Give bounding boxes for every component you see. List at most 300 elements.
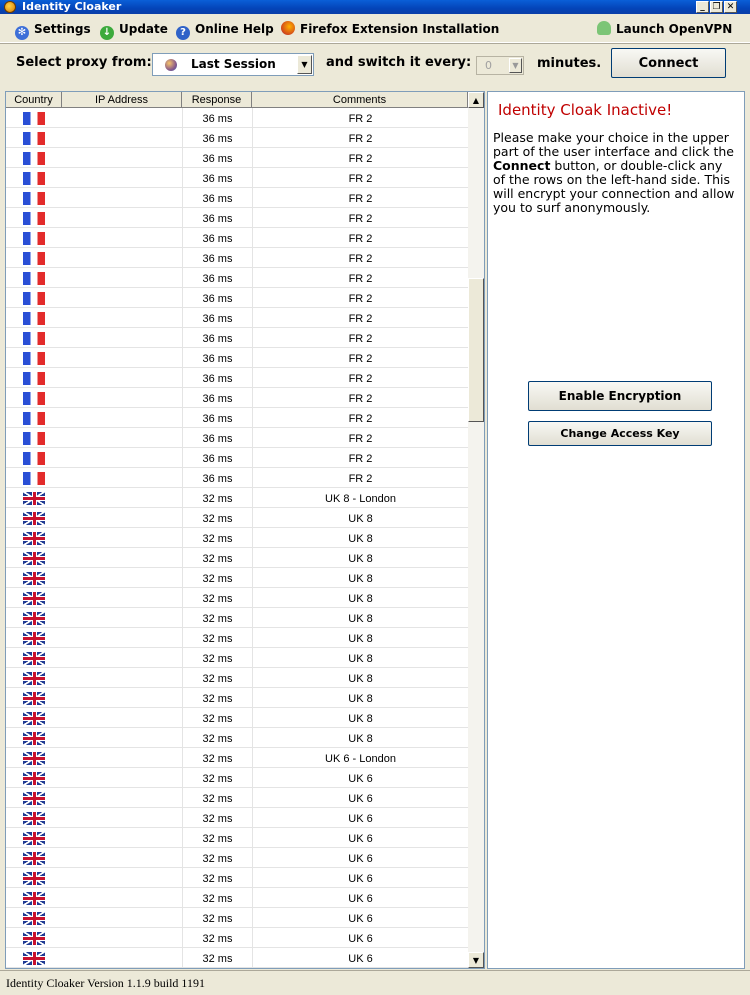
comment-cell: FR 2 <box>252 448 468 468</box>
comment-cell: UK 8 <box>252 568 468 588</box>
uk-flag-icon <box>23 872 45 885</box>
table-row[interactable] <box>6 588 468 608</box>
country-cell <box>6 948 62 968</box>
table-row[interactable] <box>6 128 468 148</box>
country-cell <box>6 588 62 608</box>
france-flag-icon <box>23 272 45 285</box>
france-flag-icon <box>23 232 45 245</box>
response-cell: 36 ms <box>182 168 252 188</box>
ip-cell <box>62 248 182 268</box>
country-cell <box>6 648 62 668</box>
table-row[interactable] <box>6 908 468 928</box>
table-row[interactable] <box>6 108 468 128</box>
table-row[interactable] <box>6 808 468 828</box>
response-cell: 32 ms <box>182 528 252 548</box>
table-row[interactable] <box>6 568 468 588</box>
response-cell: 36 ms <box>182 448 252 468</box>
country-cell <box>6 188 62 208</box>
country-cell <box>6 148 62 168</box>
table-row[interactable] <box>6 528 468 548</box>
toolbar <box>0 14 750 43</box>
country-cell <box>6 208 62 228</box>
country-cell <box>6 808 62 828</box>
country-cell <box>6 848 62 868</box>
table-row[interactable] <box>6 348 468 368</box>
uk-flag-icon <box>23 892 45 905</box>
response-cell: 32 ms <box>182 508 252 528</box>
ip-cell <box>62 748 182 768</box>
uk-flag-icon <box>23 812 45 825</box>
response-cell: 32 ms <box>182 728 252 748</box>
country-cell <box>6 368 62 388</box>
comment-cell: FR 2 <box>252 228 468 248</box>
comment-cell: UK 6 <box>252 928 468 948</box>
country-cell <box>6 488 62 508</box>
status-title: Identity Cloak Inactive! <box>498 101 673 119</box>
status-bar <box>0 970 750 995</box>
comment-cell: UK 6 - London <box>252 748 468 768</box>
globe-icon <box>165 59 177 71</box>
response-cell: 32 ms <box>182 888 252 908</box>
comment-cell: FR 2 <box>252 408 468 428</box>
table-row[interactable] <box>6 868 468 888</box>
response-cell: 36 ms <box>182 108 252 128</box>
response-cell: 36 ms <box>182 208 252 228</box>
response-cell: 32 ms <box>182 488 252 508</box>
response-cell: 32 ms <box>182 568 252 588</box>
response-cell: 32 ms <box>182 908 252 928</box>
table-row[interactable] <box>6 888 468 908</box>
table-row[interactable] <box>6 188 468 208</box>
ip-cell <box>62 548 182 568</box>
uk-flag-icon <box>23 852 45 865</box>
uk-flag-icon <box>23 912 45 925</box>
ip-cell <box>62 108 182 128</box>
country-cell <box>6 748 62 768</box>
window-title: Identity Cloaker <box>22 0 122 13</box>
column-header-country[interactable]: Country <box>6 92 62 108</box>
uk-flag-icon <box>23 712 45 725</box>
ip-cell <box>62 308 182 328</box>
country-cell <box>6 468 62 488</box>
comment-cell: FR 2 <box>252 148 468 168</box>
firefox-extension-label: Firefox Extension Installation <box>300 22 500 36</box>
table-row[interactable] <box>6 768 468 788</box>
table-row[interactable] <box>6 648 468 668</box>
table-row[interactable] <box>6 248 468 268</box>
ip-cell <box>62 408 182 428</box>
update-button[interactable] <box>100 20 168 38</box>
country-cell <box>6 428 62 448</box>
response-cell: 36 ms <box>182 128 252 148</box>
ip-cell <box>62 508 182 528</box>
response-cell: 32 ms <box>182 868 252 888</box>
ip-cell <box>62 568 182 588</box>
country-cell <box>6 548 62 568</box>
table-row[interactable] <box>6 288 468 308</box>
comment-cell: UK 8 <box>252 548 468 568</box>
table-row[interactable] <box>6 268 468 288</box>
comment-cell: FR 2 <box>252 208 468 228</box>
firefox-icon <box>281 21 295 35</box>
response-cell: 36 ms <box>182 348 252 368</box>
switch-minutes-value: 0 <box>485 59 492 72</box>
response-cell: 36 ms <box>182 188 252 208</box>
france-flag-icon <box>23 172 45 185</box>
switch-minutes-select[interactable] <box>476 56 524 75</box>
comment-cell: UK 8 <box>252 508 468 528</box>
version-text: Identity Cloaker Version 1.1.9 build 1191 <box>6 976 205 990</box>
country-cell <box>6 908 62 928</box>
uk-flag-icon <box>23 752 45 765</box>
comment-cell: FR 2 <box>252 128 468 148</box>
country-cell <box>6 168 62 188</box>
response-cell: 32 ms <box>182 848 252 868</box>
comment-cell: FR 2 <box>252 288 468 308</box>
response-cell: 32 ms <box>182 548 252 568</box>
change-access-key-button[interactable]: Change Access Key <box>528 421 712 446</box>
switch-label: and switch it every: <box>326 55 472 70</box>
country-cell <box>6 668 62 688</box>
ip-cell <box>62 768 182 788</box>
ip-cell <box>62 448 182 468</box>
uk-flag-icon <box>23 672 45 685</box>
response-cell: 32 ms <box>182 708 252 728</box>
country-cell <box>6 768 62 788</box>
country-cell <box>6 528 62 548</box>
update-label: Update <box>119 22 168 36</box>
response-cell: 32 ms <box>182 688 252 708</box>
launch-openvpn-button[interactable] <box>597 20 732 38</box>
table-row[interactable] <box>6 688 468 708</box>
france-flag-icon <box>23 352 45 365</box>
comment-cell: UK 6 <box>252 868 468 888</box>
minimize-icon[interactable]: _ <box>696 1 709 13</box>
country-cell <box>6 728 62 748</box>
ip-cell <box>62 168 182 188</box>
comment-cell: UK 8 <box>252 628 468 648</box>
response-cell: 32 ms <box>182 608 252 628</box>
ip-cell <box>62 848 182 868</box>
response-cell: 36 ms <box>182 368 252 388</box>
france-flag-icon <box>23 212 45 225</box>
ip-cell <box>62 228 182 248</box>
chevron-down-icon[interactable]: ▼ <box>297 55 312 74</box>
comment-cell: UK 8 <box>252 688 468 708</box>
uk-flag-icon <box>23 652 45 665</box>
country-cell <box>6 708 62 728</box>
uk-flag-icon <box>23 552 45 565</box>
comment-cell: UK 8 <box>252 648 468 668</box>
table-row[interactable] <box>6 788 468 808</box>
ip-cell <box>62 528 182 548</box>
enable-encryption-button[interactable]: Enable Encryption <box>528 381 712 411</box>
instructions-part2: button, or double-click any of the rows on the left-hand side. This will encrypt your connection and allow you to surf anonymously. <box>493 158 735 215</box>
table-row[interactable] <box>6 748 468 768</box>
response-cell: 32 ms <box>182 928 252 948</box>
comment-cell: UK 8 <box>252 608 468 628</box>
table-row[interactable] <box>6 548 468 568</box>
ip-cell <box>62 588 182 608</box>
settings-button[interactable] <box>15 20 91 38</box>
column-header-ip[interactable]: IP Address <box>62 92 182 108</box>
ip-cell <box>62 368 182 388</box>
table-row[interactable] <box>6 208 468 228</box>
table-row[interactable] <box>6 168 468 188</box>
response-cell: 32 ms <box>182 668 252 688</box>
country-cell <box>6 108 62 128</box>
ip-cell <box>62 208 182 228</box>
table-row[interactable] <box>6 488 468 508</box>
table-row[interactable] <box>6 848 468 868</box>
uk-flag-icon <box>23 572 45 585</box>
uk-flag-icon <box>23 592 45 605</box>
instructions-connect: Connect <box>493 158 551 173</box>
table-body <box>6 108 468 968</box>
vertical-scrollbar[interactable] <box>468 92 484 968</box>
country-cell <box>6 928 62 948</box>
country-cell <box>6 608 62 628</box>
country-cell <box>6 348 62 368</box>
table-row[interactable] <box>6 708 468 728</box>
ip-cell <box>62 728 182 748</box>
response-cell: 32 ms <box>182 628 252 648</box>
country-cell <box>6 248 62 268</box>
comment-cell: FR 2 <box>252 328 468 348</box>
instructions-part1: Please make your choice in the upper part of the user interface and click the <box>493 130 734 159</box>
comment-cell: UK 6 <box>252 888 468 908</box>
comment-cell: UK 8 <box>252 728 468 748</box>
comment-cell: UK 8 <box>252 708 468 728</box>
table-row[interactable] <box>6 148 468 168</box>
comment-cell: UK 6 <box>252 848 468 868</box>
country-cell <box>6 868 62 888</box>
response-cell: 36 ms <box>182 428 252 448</box>
proxy-bar <box>0 43 750 87</box>
response-cell: 36 ms <box>182 248 252 268</box>
ip-cell <box>62 928 182 948</box>
user-icon <box>597 21 611 35</box>
comment-cell: UK 6 <box>252 788 468 808</box>
country-cell <box>6 268 62 288</box>
country-cell <box>6 328 62 348</box>
app-lock-icon <box>4 1 16 13</box>
comment-cell: UK 6 <box>252 948 468 968</box>
ip-cell <box>62 948 182 968</box>
table-row[interactable] <box>6 448 468 468</box>
france-flag-icon <box>23 372 45 385</box>
table-row[interactable] <box>6 948 468 968</box>
country-cell <box>6 228 62 248</box>
ip-cell <box>62 428 182 448</box>
online-help-button[interactable] <box>176 20 274 38</box>
ip-cell <box>62 888 182 908</box>
table-row[interactable] <box>6 388 468 408</box>
firefox-extension-button[interactable] <box>281 20 499 38</box>
comment-cell: UK 6 <box>252 828 468 848</box>
status-panel <box>487 91 745 969</box>
response-cell: 36 ms <box>182 388 252 408</box>
table-row[interactable] <box>6 728 468 748</box>
uk-flag-icon <box>23 832 45 845</box>
proxy-table <box>5 91 485 969</box>
comment-cell: FR 2 <box>252 268 468 288</box>
country-cell <box>6 828 62 848</box>
comment-cell: FR 2 <box>252 428 468 448</box>
ip-cell <box>62 328 182 348</box>
comment-cell: FR 2 <box>252 388 468 408</box>
france-flag-icon <box>23 152 45 165</box>
country-cell <box>6 308 62 328</box>
comment-cell: FR 2 <box>252 108 468 128</box>
country-cell <box>6 788 62 808</box>
response-cell: 36 ms <box>182 228 252 248</box>
chevron-down-icon[interactable]: ▼ <box>509 58 522 73</box>
uk-flag-icon <box>23 492 45 505</box>
response-cell: 36 ms <box>182 468 252 488</box>
response-cell: 32 ms <box>182 788 252 808</box>
ip-cell <box>62 468 182 488</box>
connect-button[interactable]: Connect <box>611 48 726 78</box>
online-help-label: Online Help <box>195 22 274 36</box>
response-cell: 36 ms <box>182 408 252 428</box>
comment-cell: FR 2 <box>252 468 468 488</box>
ip-cell <box>62 808 182 828</box>
response-cell: 32 ms <box>182 948 252 968</box>
ip-cell <box>62 648 182 668</box>
france-flag-icon <box>23 112 45 125</box>
proxy-source-select[interactable] <box>152 53 314 76</box>
table-row[interactable] <box>6 668 468 688</box>
table-row[interactable] <box>6 608 468 628</box>
uk-flag-icon <box>23 612 45 625</box>
response-cell: 36 ms <box>182 148 252 168</box>
table-row[interactable] <box>6 508 468 528</box>
ip-cell <box>62 628 182 648</box>
scroll-up-icon[interactable]: ▲ <box>468 92 484 108</box>
comment-cell: UK 6 <box>252 908 468 928</box>
select-proxy-label: Select proxy from: <box>16 55 152 70</box>
comment-cell: FR 2 <box>252 348 468 368</box>
france-flag-icon <box>23 192 45 205</box>
ip-cell <box>62 688 182 708</box>
france-flag-icon <box>23 252 45 265</box>
france-flag-icon <box>23 412 45 425</box>
table-row[interactable] <box>6 408 468 428</box>
comment-cell: FR 2 <box>252 168 468 188</box>
uk-flag-icon <box>23 632 45 645</box>
ip-cell <box>62 268 182 288</box>
ip-cell <box>62 788 182 808</box>
title-bar <box>0 0 750 14</box>
response-cell: 32 ms <box>182 828 252 848</box>
ip-cell <box>62 288 182 308</box>
response-cell: 32 ms <box>182 588 252 608</box>
response-cell: 32 ms <box>182 648 252 668</box>
column-header-comments[interactable]: Comments <box>252 92 468 108</box>
table-row[interactable] <box>6 328 468 348</box>
comment-cell: FR 2 <box>252 248 468 268</box>
table-row[interactable] <box>6 308 468 328</box>
uk-flag-icon <box>23 532 45 545</box>
table-row[interactable] <box>6 628 468 648</box>
response-cell: 32 ms <box>182 768 252 788</box>
settings-icon: ✻ <box>15 26 29 40</box>
comment-cell: UK 6 <box>252 808 468 828</box>
close-icon[interactable]: ✕ <box>724 1 737 13</box>
instructions-text <box>493 131 738 215</box>
france-flag-icon <box>23 392 45 405</box>
ip-cell <box>62 348 182 368</box>
response-cell: 32 ms <box>182 748 252 768</box>
ip-cell <box>62 868 182 888</box>
column-header-response[interactable]: Response <box>182 92 252 108</box>
comment-cell: UK 8 <box>252 588 468 608</box>
launch-openvpn-label: Launch OpenVPN <box>616 22 733 36</box>
ip-cell <box>62 388 182 408</box>
country-cell <box>6 688 62 708</box>
ip-cell <box>62 488 182 508</box>
ip-cell <box>62 828 182 848</box>
response-cell: 36 ms <box>182 288 252 308</box>
settings-label: Settings <box>34 22 91 36</box>
country-cell <box>6 408 62 428</box>
comment-cell: FR 2 <box>252 188 468 208</box>
ip-cell <box>62 188 182 208</box>
ip-cell <box>62 148 182 168</box>
comment-cell: UK 8 <box>252 668 468 688</box>
table-row[interactable] <box>6 428 468 448</box>
table-row[interactable] <box>6 228 468 248</box>
table-row[interactable] <box>6 468 468 488</box>
country-cell <box>6 128 62 148</box>
update-arrow-icon: ↓ <box>100 26 114 40</box>
country-cell <box>6 388 62 408</box>
uk-flag-icon <box>23 772 45 785</box>
country-cell <box>6 288 62 308</box>
uk-flag-icon <box>23 512 45 525</box>
uk-flag-icon <box>23 732 45 745</box>
country-cell <box>6 508 62 528</box>
response-cell: 36 ms <box>182 308 252 328</box>
table-row[interactable] <box>6 828 468 848</box>
comment-cell: UK 6 <box>252 768 468 788</box>
france-flag-icon <box>23 292 45 305</box>
scroll-down-icon[interactable]: ▼ <box>468 952 484 968</box>
ip-cell <box>62 908 182 928</box>
france-flag-icon <box>23 132 45 145</box>
france-flag-icon <box>23 472 45 485</box>
comment-cell: FR 2 <box>252 368 468 388</box>
ip-cell <box>62 608 182 628</box>
ip-cell <box>62 128 182 148</box>
minutes-label: minutes. <box>537 56 602 71</box>
table-header <box>6 92 468 108</box>
table-row[interactable] <box>6 928 468 948</box>
scrollbar-thumb[interactable] <box>468 278 484 422</box>
country-cell <box>6 628 62 648</box>
restore-icon[interactable]: ❐ <box>710 1 723 13</box>
proxy-source-value: Last Session <box>191 57 276 71</box>
table-row[interactable] <box>6 368 468 388</box>
france-flag-icon <box>23 312 45 325</box>
france-flag-icon <box>23 332 45 345</box>
france-flag-icon <box>23 452 45 465</box>
uk-flag-icon <box>23 932 45 945</box>
country-cell <box>6 568 62 588</box>
comment-cell: UK 8 <box>252 528 468 548</box>
comment-cell: UK 8 - London <box>252 488 468 508</box>
